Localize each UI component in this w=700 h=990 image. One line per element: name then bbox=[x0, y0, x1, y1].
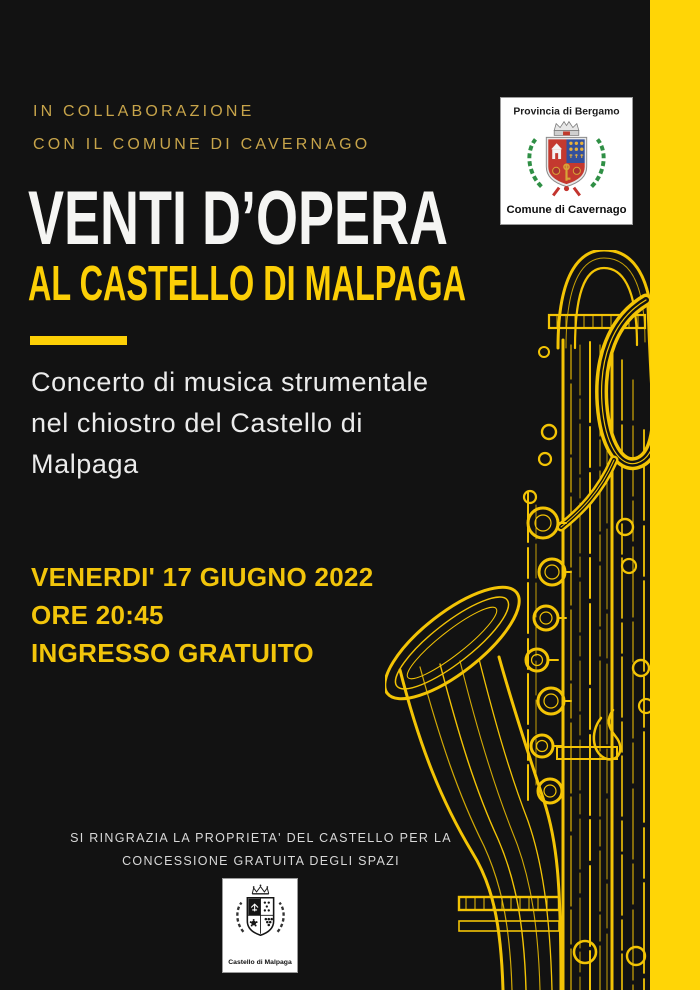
title-line2-text: AL CASTELLO DI MALPAGA bbox=[28, 258, 466, 306]
laurel-left bbox=[529, 139, 541, 186]
event-admission: INGRESSO GRATUITO bbox=[31, 638, 314, 668]
title-line1-text: VENTI D’OPERA bbox=[28, 186, 448, 250]
title-line2 bbox=[26, 258, 476, 306]
event-date: VENERDI' 17 GIUGNO 2022 bbox=[31, 562, 374, 592]
description-line3: Malpaga bbox=[31, 449, 139, 479]
title-line1 bbox=[26, 186, 471, 250]
castello-malpaga-badge bbox=[222, 878, 298, 973]
event-details bbox=[31, 558, 374, 672]
description-line1: Concerto di musica strumentale bbox=[31, 367, 429, 397]
yellow-divider bbox=[30, 336, 127, 345]
collaboration-text bbox=[33, 95, 370, 161]
description-text bbox=[31, 362, 429, 485]
castello-label: Castello di Malpaga bbox=[228, 958, 292, 966]
description-line2: nel chiostro del Castello di bbox=[31, 408, 363, 438]
crown-icon bbox=[554, 122, 579, 136]
laurel-right bbox=[278, 903, 284, 932]
thanks-line2: CONCESSIONE GRATUITA DEGLI SPAZI bbox=[122, 853, 400, 868]
shield bbox=[546, 137, 586, 186]
cavernago-coat-of-arms-icon bbox=[501, 98, 632, 224]
shield bbox=[247, 898, 273, 935]
comune-cavernago-badge bbox=[500, 97, 633, 225]
thanks-text bbox=[0, 827, 522, 872]
collaboration-line1: IN COLLABORAZIONE bbox=[33, 103, 255, 120]
laurel-left bbox=[237, 903, 243, 932]
crown-icon bbox=[252, 885, 269, 894]
event-time: ORE 20:45 bbox=[31, 600, 164, 630]
yellow-side-stripe bbox=[650, 0, 700, 990]
laurel-right bbox=[592, 139, 604, 186]
comune-label: Comune di Cavernago bbox=[506, 204, 627, 217]
provincia-label: Provincia di Bergamo bbox=[513, 106, 620, 118]
saxophone-illustration bbox=[385, 250, 650, 990]
malpaga-coat-of-arms-icon bbox=[223, 879, 297, 972]
collaboration-line2: CON IL COMUNE DI CAVERNAGO bbox=[33, 136, 371, 153]
thanks-line1: SI RINGRAZIA LA PROPRIETA' DEL CASTELLO PER LA bbox=[70, 831, 452, 845]
